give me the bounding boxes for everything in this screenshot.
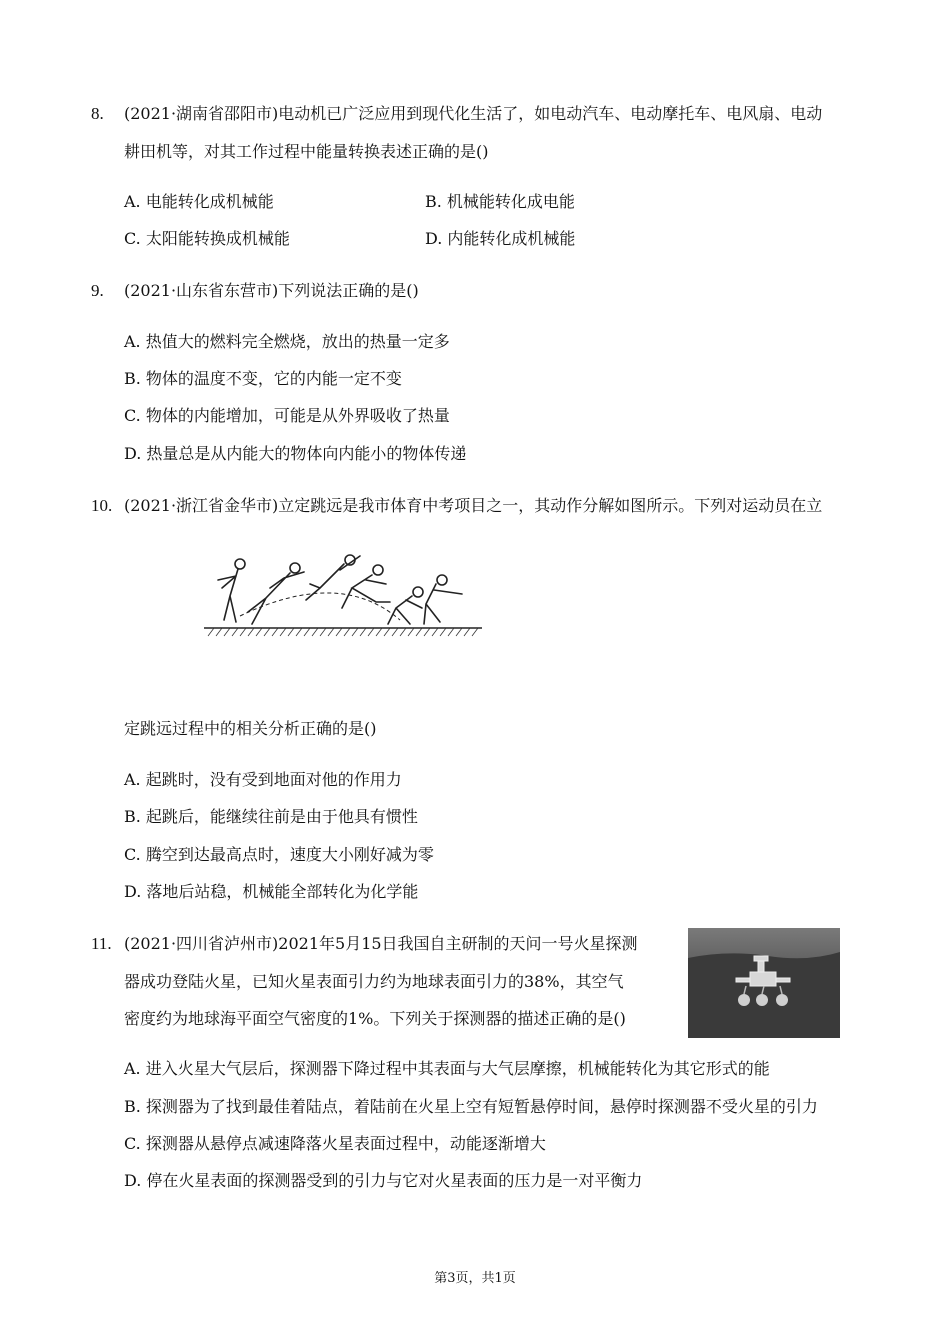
question-10-option-b: B. 起跳后，能继续往前是由于他具有惯性 <box>124 807 418 826</box>
question-11-stem-line-2: 器成功登陆火星，已知火星表面引力约为地球表面引力的38%，其空气 <box>124 972 624 991</box>
question-8-option-a: A. 电能转化成机械能 <box>124 192 274 211</box>
question-11-stem-line-3: 密度约为地球海平面空气密度的1%。下列关于探测器的描述正确的是() <box>124 1009 626 1028</box>
question-number-8: 8. <box>91 104 104 123</box>
question-11-option-b: B. 探测器为了找到最佳着陆点，着陆前在火星上空有短暂悬停时间，悬停时探测器不受火星的引力 <box>124 1097 818 1116</box>
question-11-option-c: C. 探测器从悬停点减速降落火星表面过程中，动能逐渐增大 <box>124 1134 546 1153</box>
question-10-stem-line-1: (2021·浙江省金华市)立定跳远是我市体育中考项目之一，其动作分解如图所示。下列对运动员在立 <box>124 496 823 515</box>
question-8-option-b: B. 机械能转化成电能 <box>425 192 575 211</box>
question-number-9: 9. <box>91 281 104 300</box>
page-footer: 第3页，共1页 <box>434 1271 516 1286</box>
mars-rover-photo <box>688 928 840 1038</box>
question-10-option-d: D. 落地后站稳，机械能全部转化为化学能 <box>124 882 419 901</box>
question-9-stem-line-1: (2021·山东省东营市)下列说法正确的是() <box>124 281 419 300</box>
question-8-stem-line-1: (2021·湖南省邵阳市)电动机已广泛应用到现代化生活了，如电动汽车、电动摩托车、电风扇、电动 <box>124 104 823 123</box>
question-9-option-b: B. 物体的温度不变，它的内能一定不变 <box>124 369 402 388</box>
question-9-option-a: A. 热值大的燃料完全燃烧，放出的热量一定多 <box>124 332 450 351</box>
question-11-option-d: D. 停在火星表面的探测器受到的引力与它对火星表面的压力是一对平衡力 <box>124 1171 643 1190</box>
question-9-option-c: C. 物体的内能增加，可能是从外界吸收了热量 <box>124 406 450 425</box>
question-10-stem-line-2: 定跳远过程中的相关分析正确的是() <box>124 719 377 738</box>
question-9-option-d: D. 热量总是从内能大的物体向内能小的物体传递 <box>124 444 467 463</box>
question-number-10: 10. <box>91 496 113 515</box>
question-number-11: 11. <box>91 934 112 953</box>
standing-long-jump-figure <box>200 548 485 638</box>
question-8-option-c: C. 太阳能转换成机械能 <box>124 229 290 248</box>
question-11-option-a: A. 进入火星大气层后，探测器下降过程中其表面与大气层摩擦，机械能转化为其它形式的能 <box>124 1059 770 1078</box>
question-10-option-c: C. 腾空到达最高点时，速度大小刚好减为零 <box>124 845 434 864</box>
question-10-option-a: A. 起跳时，没有受到地面对他的作用力 <box>124 770 402 789</box>
question-11-stem-line-1: (2021·四川省泸州市)2021年5月15日我国自主研制的天问一号火星探测 <box>124 934 638 953</box>
question-8-option-d: D. 内能转化成机械能 <box>425 229 576 248</box>
question-8-stem-line-2: 耕田机等，对其工作过程中能量转换表述正确的是() <box>124 142 489 161</box>
